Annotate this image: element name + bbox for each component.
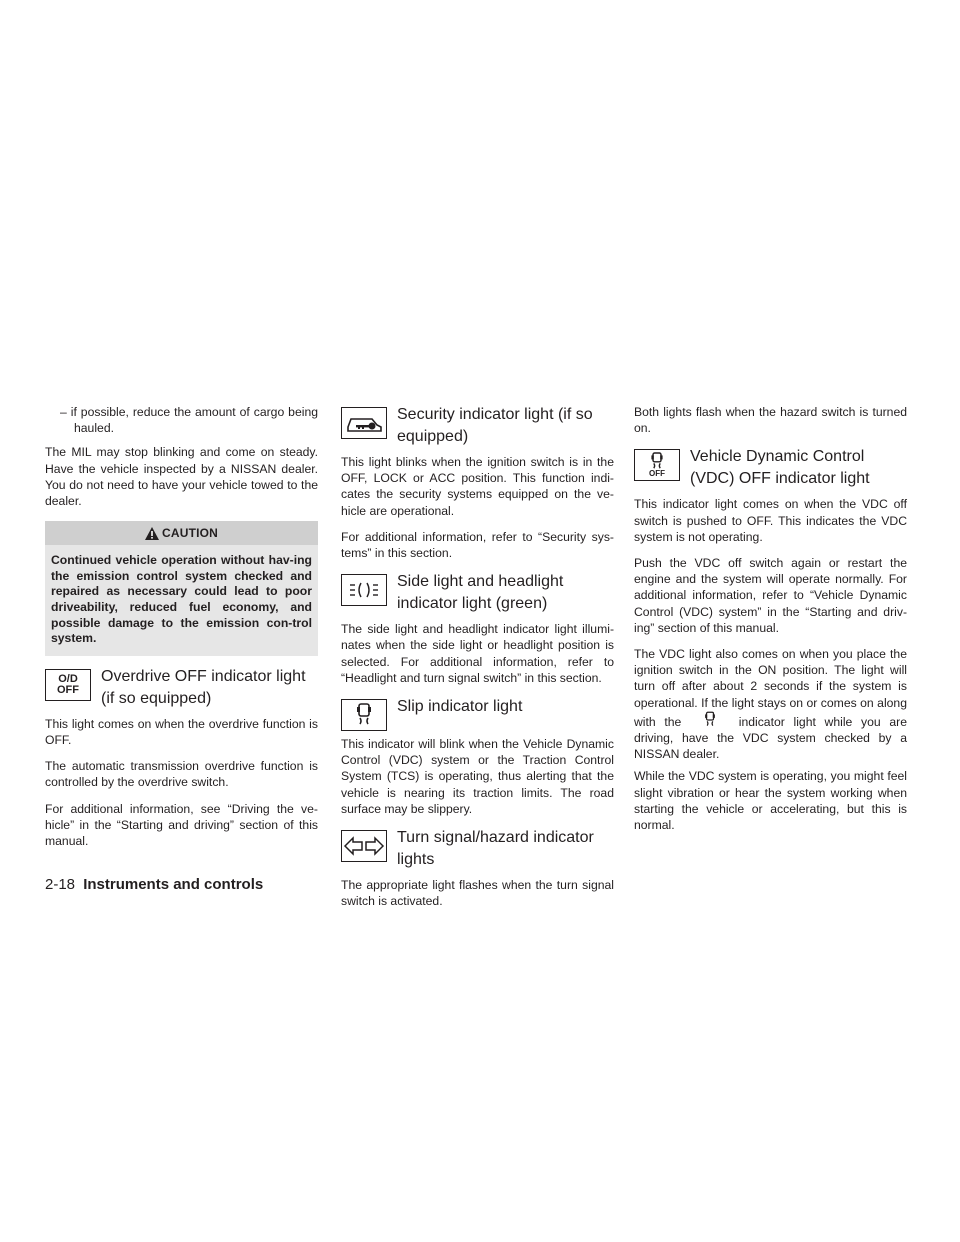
vdc-paragraph-3 <box>634 646 907 762</box>
vdc-paragraph-4: While the VDC system is operating, you might feel slight vibration or hear the system working when starting the vehicle or accelerating, but this is normal. <box>634 769 907 833</box>
turn-signal-section <box>341 827 614 873</box>
od-icon-text-1: O/D <box>58 672 78 685</box>
overdrive-paragraph-3: For additional information, see “Driving the ve-hicle” in the “Starting and driving” section of this manual. <box>45 801 318 848</box>
side-light-section <box>341 571 614 617</box>
caution-title: CAUTION <box>161 526 219 541</box>
security-car-key-icon <box>341 407 387 439</box>
headlight-icon <box>341 574 387 606</box>
vdc-heading: Vehicle Dynamic Control (VDC) OFF indicator light <box>690 448 870 488</box>
column-3 <box>634 404 907 843</box>
security-heading: Security indicator light (if so equipped) <box>397 406 593 445</box>
slip-heading: Slip indicator light <box>397 698 523 716</box>
slip-section <box>341 696 614 732</box>
vdc-paragraph-2: Push the VDC off switch again or restart the engine and the system will operate normally. For additional information, refer to “Vehicle Dynamic Control (VDC) system” in the “Starting and driv-ing” section of this manual. <box>634 556 907 635</box>
side-light-heading: Side light and headlight indicator light (green) <box>397 573 564 613</box>
turn-signal-heading: Turn signal/hazard indicator lights <box>397 829 594 869</box>
overdrive-paragraph-2: The automatic transmission overdrive function is controlled by the overdrive switch. <box>45 759 318 790</box>
overdrive-paragraph-1: This light comes on when the overdrive function is OFF. <box>45 716 318 747</box>
dash-item: – if possible, reduce the amount of cargo being hauled. <box>60 405 318 436</box>
side-light-paragraph: The side light and headlight indicator light illumi-nates when the side light or headlight position is selected. For additional information, refer to “Headlight and turn signal switch” in this section. <box>341 622 614 685</box>
od-off-icon <box>45 669 91 701</box>
column-2 <box>341 404 614 919</box>
turn-signal-paragraph: The appropriate light flashes when the turn signal switch is activated. <box>341 878 614 909</box>
caution-header <box>45 521 318 545</box>
caution-text: Continued vehicle operation without hav-ing the emission control system checked and repaired as necessary could lead to poor driveability, reduced fuel economy, and possible damage to the emission con-trol system. <box>51 553 312 646</box>
page-footer <box>45 876 263 893</box>
section-title: Instruments and controls <box>83 876 264 893</box>
slip-icon <box>341 699 387 731</box>
vdc-off-icon <box>634 449 680 481</box>
vdc-paragraph-1: This indicator light comes on when the VDC off switch is pushed to OFF. This indicates the VDC system is not operating. <box>634 497 907 544</box>
security-paragraph-1: This light blinks when the ignition switch is in the OFF, LOCK or ACC position. This function indi-cates the security systems equipped on the ve-hicle are operational. <box>341 455 614 518</box>
warning-triangle-icon <box>145 527 159 540</box>
overdrive-section <box>45 666 318 712</box>
vdc-icon-text: OFF <box>649 469 665 479</box>
caution-box <box>45 521 318 656</box>
page-number: 2-18 <box>45 876 76 893</box>
security-section <box>341 404 614 450</box>
vdc-paragraph-3b: indicator light while you are driving, have the VDC system checked by a NISSAN dealer. <box>634 714 907 762</box>
security-paragraph-2: For additional information, refer to “Security sys-tems” in this section. <box>341 529 614 561</box>
mil-paragraph: The MIL may stop blinking and come on steady. Have the vehicle inspected by a NISSAN dealer. You do not need to have your vehicle towed to the dealer. <box>45 445 318 509</box>
column-1 <box>45 404 318 859</box>
overdrive-heading: Overdrive OFF indicator light (if so equipped) <box>101 667 306 707</box>
vdc-paragraph-3a: The VDC light also comes on when you place the ignition switch in the ON position. The light will turn off after about 2 seconds if the system is operational. If the light stays on or comes on along with the <box>634 647 907 729</box>
vdc-section <box>634 446 907 492</box>
slip-icon <box>690 711 730 727</box>
hazard-paragraph: Both lights flash when the hazard switch is turned on. <box>634 405 907 436</box>
od-icon-text-2: OFF <box>57 683 79 696</box>
slip-paragraph: This indicator will blink when the Vehicle Dynamic Control (VDC) system or the Traction Control System (TCS) is operating, thus alerting that the vehicle is nearing its traction limits. The road surface may be slippery. <box>341 737 614 816</box>
turn-signal-icon <box>341 830 387 862</box>
